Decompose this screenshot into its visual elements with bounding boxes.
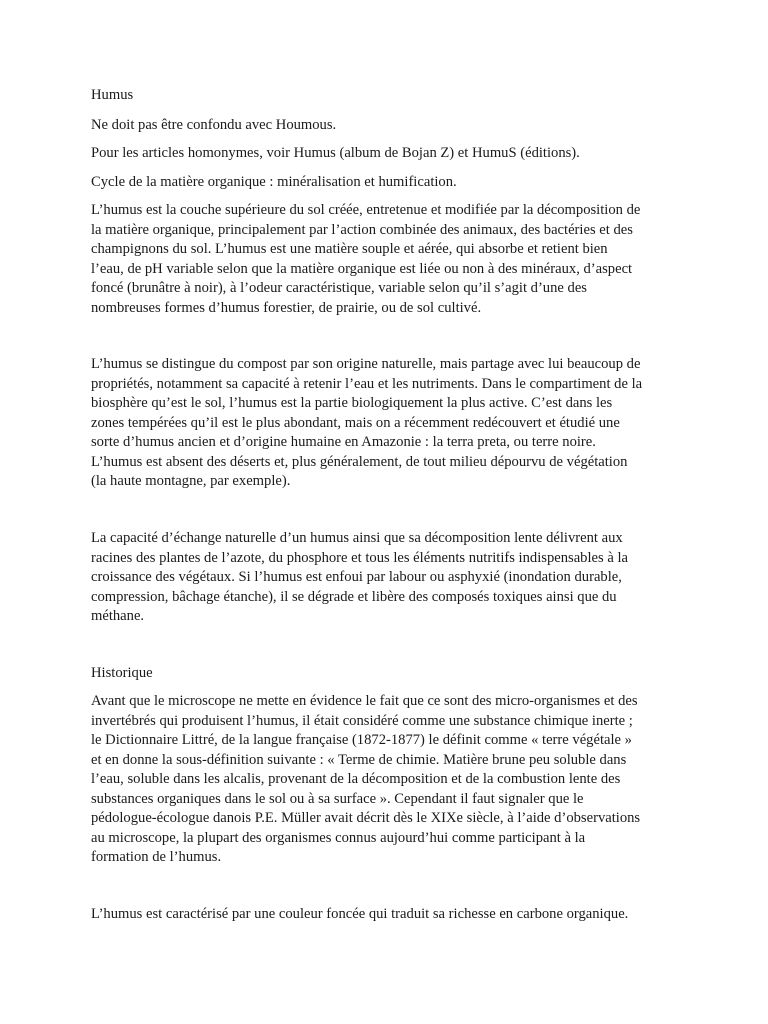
homonyms-note: Pour les articles homonymes, voir Humus (album de Bojan Z) et HumuS (éditions).	[91, 145, 580, 161]
paragraph-compost: L’humus se distingue du compost par son origine naturelle, mais partage avec lui beaucoup de propriétés, notamment sa capacité à retenir l’eau et les nutriments. Dans le compartiment de la biosphère qu’est le sol, l’humus est la partie biologiquement la plus active. C’est dans les zones tempérées qu’il est le plus abondant, mais on a récemment redécouvert et étudié une sorte d’humus ancien et d’origine humaine en Amazonie : la terra preta, ou terre noire. L’humus est absent des déserts et, plus généralement, de tout milieu dépourvu de végétation (la haute montagne, par exemple).	[91, 356, 643, 489]
section-heading-historique: Historique	[91, 665, 153, 681]
paragraph-color: L’humus est caractérisé par une couleur foncée qui traduit sa richesse en carbone organique.	[91, 906, 629, 922]
paragraph-exchange-capacity: La capacité d’échange naturelle d’un humus ainsi que sa décomposition lente délivrent aux racines des plantes de l’azote, du phosphore et tous les éléments nutritifs indispensables à la croissance des végétaux. Si l’humus est enfoui par labour ou asphyxié (inondation durable, compression, bâchage étanche), il se dégrade et libère des composés toxiques ainsi que du méthane.	[91, 530, 628, 624]
disambiguation-note: Ne doit pas être confondu avec Houmous.	[91, 117, 337, 133]
paragraph-history: Avant que le microscope ne mette en évidence le fait que ce sont des micro-organismes et des invertébrés qui produisent l’humus, il était considéré comme une substance chimique inerte ; le Dictionnaire Littré, de la langue française (1872-1877) le définit comme « terre végétale » et en donne la sous-définition suivante : « Terme de chimie. Matière brune peu soluble dans l’eau, soluble dans les alcalis, provenant de la décomposition et de la combustion lente des substances organiques dans le sol ou à sa surface ». Cependant il faut signaler que le pédologue-écologue danois P.E. Müller avait décrit dès le XIXe siècle, à l’aide d’observations au microscope, la plupart des organismes connus aujourd’hui comme participant à la formation de l’humus.	[91, 693, 641, 865]
image-caption: Cycle de la matière organique : minéralisation et humification.	[91, 174, 457, 190]
paragraph-definition: L’humus est la couche supérieure du sol créée, entretenue et modifiée par la décomposition de la matière organique, principalement par l’action combinée des animaux, des bactéries et des champignons du sol. L’humus est une matière souple et aérée, qui absorbe et retient bien l’eau, de pH variable selon que la matière organique est liée ou non à des minéraux, d’aspect foncé (brunâtre à noir), à l’odeur caractéristique, variable selon qu’il s’agit d’une des nombreuses formes d’humus forestier, de prairie, ou de sol cultivé.	[91, 202, 641, 316]
document-title: Humus	[91, 87, 134, 103]
